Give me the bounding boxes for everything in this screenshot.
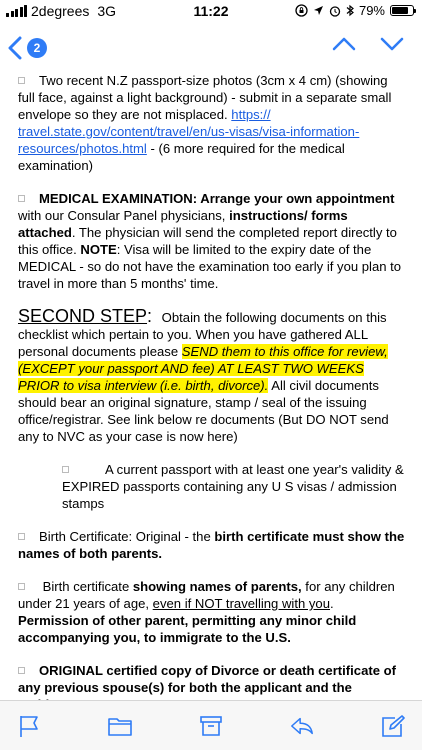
photos-link[interactable]: https:// travel.state.gov/content/travel/en/us-visas/visa-information-resources/photos.html	[18, 107, 360, 156]
highlighted-text: SEND them to this office for review, (EXCEPT your passport AND fee) AT LEAST TWO WEEKS PRIOR to visa interview (i.e. birth, divorce).	[18, 344, 388, 393]
instructions-text: instructions/ forms attached	[18, 208, 348, 240]
bold-text: ORIGINAL certified copy of Divorce or death certificate of any previous spouse(s) for both the applicant and the	[18, 663, 397, 695]
text: Two recent N.Z passport-size photos (3cm x 4 cm) (showing full face, against a light background) - submit in a separate small envelope so they are not misplaced.	[18, 73, 392, 122]
text: Obtain the following documents on this checklist which pertain to you. When you have gathered ALL personal documents please	[18, 310, 387, 359]
paragraph-medical	[18, 190, 406, 292]
archive-icon	[199, 715, 223, 737]
bold-text: showing names of parents,	[132, 579, 302, 594]
text: .	[330, 596, 334, 611]
flag-button[interactable]	[16, 713, 42, 739]
text: A current passport with at least one year's validity & EXPIRED passports containing any U S visas / admission stamps	[62, 462, 404, 511]
paragraph-birth-certificate	[18, 528, 406, 562]
bluetooth-icon	[346, 4, 354, 17]
nav-bar	[0, 28, 422, 68]
paragraph-second-step	[18, 308, 406, 445]
alarm-icon	[329, 5, 341, 17]
archive-button[interactable]	[198, 713, 224, 739]
underlined-text: even if NOT travelling with you	[152, 596, 331, 611]
next-message-button[interactable]	[380, 36, 404, 57]
bullet-icon	[18, 77, 25, 84]
compose-button[interactable]	[380, 713, 406, 739]
back-count-badge: 2	[27, 38, 47, 58]
battery-icon	[390, 5, 414, 16]
second-step-title: SECOND STEP	[18, 306, 148, 326]
back-button[interactable]	[8, 36, 47, 60]
location-icon	[313, 5, 324, 16]
text: with our Consular Panel physicians,	[18, 208, 230, 223]
carrier-label: 2degrees	[31, 3, 90, 19]
text: Birth certificate	[39, 579, 133, 594]
mail-toolbar	[0, 700, 422, 750]
status-right	[295, 3, 414, 18]
flag-icon	[18, 714, 40, 738]
note-label: NOTE	[80, 242, 117, 257]
paragraph-photos	[18, 72, 406, 174]
move-to-folder-button[interactable]	[107, 713, 133, 739]
network-label: 3G	[97, 3, 117, 19]
medical-heading: MEDICAL EXAMINATION: Arrange your own appointment	[39, 191, 395, 206]
bullet-icon	[18, 583, 25, 590]
bullet-icon	[18, 195, 25, 202]
chevron-down-icon	[380, 36, 404, 52]
compose-icon	[381, 714, 405, 738]
reply-icon	[289, 715, 315, 737]
text: - (6 more required for the medical examination)	[18, 141, 345, 173]
bullet-icon	[18, 533, 25, 540]
status-bar	[0, 0, 422, 22]
previous-message-button[interactable]	[332, 36, 356, 57]
reply-button[interactable]	[289, 713, 315, 739]
battery-level	[392, 7, 408, 14]
chevron-left-icon	[8, 36, 22, 60]
text: All civil documents should bear an original signature, stamp / seal of the issuing office/registrar. See link below re documents (But DO NOT send any to NVC as your case is now here)	[18, 378, 389, 444]
bold-text: birth certificate must show the names of both parents.	[18, 529, 405, 561]
bullet-icon	[18, 667, 25, 674]
text: Birth Certificate: Original - the	[39, 529, 215, 544]
email-body	[18, 72, 406, 729]
paragraph-passport	[18, 461, 406, 512]
text: . The physician will send the completed report directly to this office.	[18, 225, 397, 257]
text: : Visa will be limited to the expiry date of the MEDICAL - so do not have the examination too early if you plan to travel in more than 5 months' time.	[18, 242, 402, 291]
chevron-up-icon	[332, 36, 356, 52]
bold-text: Permission of other parent, permitting any minor child accompanying you, to immigrate to the U.S.	[18, 613, 357, 645]
paragraph-children	[18, 578, 406, 646]
text: for any children under 21 years of age,	[18, 579, 395, 611]
message-nav	[332, 36, 404, 57]
clock: 11:22	[193, 3, 229, 19]
folder-icon	[107, 715, 133, 737]
text: :	[147, 306, 153, 326]
screen-lock-icon	[295, 4, 308, 17]
battery-percent: 79%	[358, 3, 385, 18]
bullet-icon	[62, 466, 69, 473]
